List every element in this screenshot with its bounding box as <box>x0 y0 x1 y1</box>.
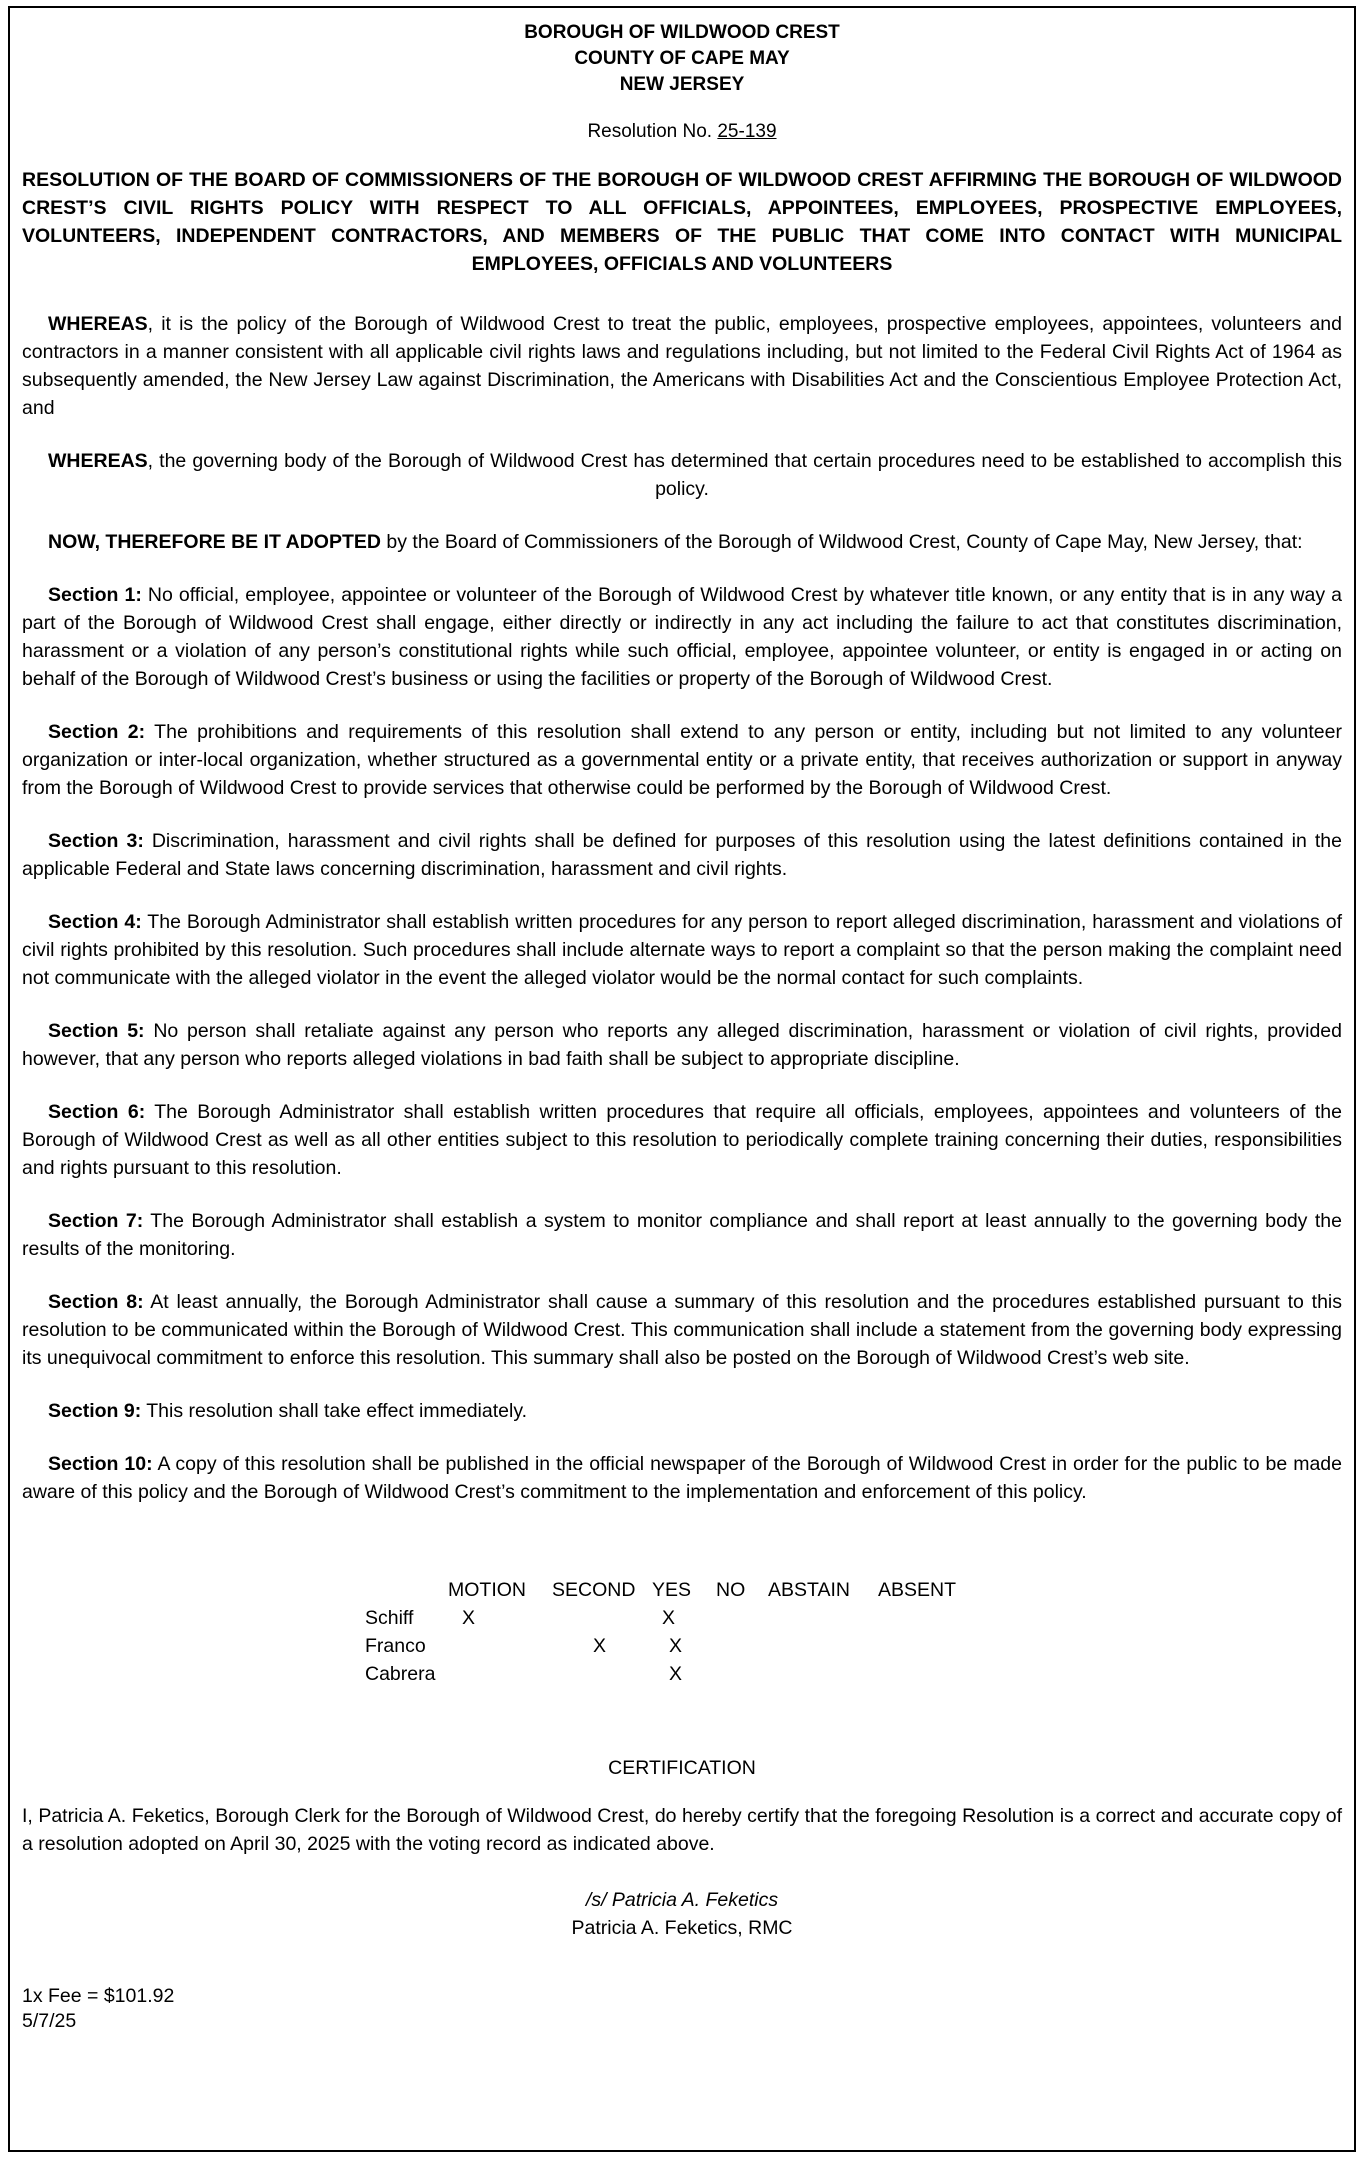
signature: /s/ Patricia A. Feketics <box>585 1889 779 1911</box>
certification-title: CERTIFICATION <box>608 1757 756 1779</box>
paragraph-section-3 <box>22 827 1342 883</box>
vote-header-abstain: ABSTAIN <box>768 1579 850 1601</box>
vote-row-name-franco: Franco <box>365 1635 426 1657</box>
borough-name: BOROUGH OF WILDWOOD CREST <box>524 22 840 43</box>
resolution-number-line <box>22 120 1342 144</box>
paragraph-lead: Section 2: <box>48 721 146 743</box>
vote-cabrera-yes: X <box>669 1663 683 1685</box>
paragraph-text: At least annually, the Borough Administrator shall cause a summary of this resolution and the procedures established pursuant to this resolution to be communicated within the Borough of Wildwood Crest. This communication shall include a statement from the governing body expressing its unequivocal commitment to enforce this resolution. This summary shall also be posted on the Borough of Wildwood Crest’s web site. <box>22 1291 1342 1369</box>
paragraph-lead: NOW, THEREFORE BE IT ADOPTED <box>48 531 381 553</box>
paragraph-section-10 <box>22 1450 1342 1506</box>
paragraph-text: The Borough Administrator shall establish a system to monitor compliance and shall report at least annually to the governing body the results of the monitoring. <box>22 1210 1342 1260</box>
paragraph-section-2 <box>22 718 1342 802</box>
paragraph-lead: Section 7: <box>48 1210 144 1232</box>
paragraph-lead: WHEREAS <box>48 450 148 472</box>
paragraph-text: A copy of this resolution shall be published in the official newspaper of the Borough of Wildwood Crest in order for the public to be made aware of this policy and the Borough of Wildwood Crest’s commitment to the implementation and enforcement of this policy. <box>22 1453 1342 1503</box>
vote-header-motion: MOTION <box>448 1579 526 1601</box>
vote-row-name-schiff: Schiff <box>365 1607 414 1629</box>
paragraph-lead: Section 10: <box>48 1453 153 1475</box>
paragraph-section-8 <box>22 1288 1342 1372</box>
paragraph-whereas-2 <box>22 447 1342 503</box>
paragraph-section-7 <box>22 1207 1342 1263</box>
publication-date: 5/7/25 <box>22 2010 77 2032</box>
paragraph-text: This resolution shall take effect immediately. <box>141 1400 528 1422</box>
paragraph-text: No official, employee, appointee or volunteer of the Borough of Wildwood Crest by whatever title known, or any entity that is in any way a part of the Borough of Wildwood Crest shall engage, either directly or indirectly in any act including the failure to act that constitutes discrimination, harassment or a violation of any person’s constitutional rights while such official, employee, appointee volunteer, or entity is engaged in or acting on behalf of the Borough of Wildwood Crest’s business or using the facilities or property of the Borough of Wildwood Crest. <box>22 584 1343 690</box>
vote-franco-second: X <box>593 1635 607 1657</box>
vote-header-no: NO <box>716 1579 746 1601</box>
paragraph-text: The Borough Administrator shall establish written procedures for any person to report alleged discrimination, harassment and violations of civil rights prohibited by this resolution. Such procedures shall include alternate ways to report a complaint so that the person making the complaint need not communicate with the alleged violator in the event the alleged violator would be the normal contact for such complaints. <box>22 911 1343 989</box>
voting-record-table <box>22 1576 1342 1696</box>
vote-schiff-motion: X <box>462 1607 476 1629</box>
paragraph-now-therefore <box>22 528 1342 556</box>
paragraph-text: , it is the policy of the Borough of Wildwood Crest to treat the public, employees, prospective employees, appointees, volunteers and contractors in a manner consistent with all applicable civil rights laws and regulations including, but not limited to the Federal Civil Rights Act of 1964 as subsequently amended, the New Jersey Law against Discrimination, the Americans with Disabilities Act and the Conscientious Employee Protection Act, and <box>22 313 1342 419</box>
certification-text: I, Patricia A. Feketics, Borough Clerk for the Borough of Wildwood Crest, do hereby certify that the foregoing Resolution is a correct and accurate copy of a resolution adopted on April 30, 2025 with the voting record as indicated above. <box>22 1805 1342 1855</box>
paragraph-section-9 <box>22 1397 1342 1425</box>
notice-content <box>22 8 1342 2034</box>
paragraph-section-5 <box>22 1017 1342 1073</box>
resolution-label: Resolution No. <box>587 121 718 142</box>
vote-schiff-yes: X <box>662 1607 676 1629</box>
paragraph-text: The prohibitions and requirements of this resolution shall extend to any person or entity, including but not limited to any volunteer organization or inter-local organization, whether structured as a governmental entity or a private entity, that receives authorization or support in anyway from the Borough of Wildwood Crest to provide services that otherwise could be performed by the Borough of Wildwood Crest. <box>22 721 1342 799</box>
legal-notice-page <box>8 6 1356 2152</box>
resolution-title: RESOLUTION OF THE BOARD OF COMMISSIONERS OF THE BOROUGH OF WILDWOOD CREST AFFIRMING THE BOROUGH OF WILDWOOD CREST’S CIVIL RIGHTS POLICY WITH RESPECT TO ALL OFFICIALS, APPOINTEES, EMPLOYEES, PROSPECTIVE EMPLOYEES, VOLUNTEERS, INDEPENDENT CONTRACTORS, AND MEMBERS OF THE PUBLIC THAT COME INTO CONTACT WITH MUNICIPAL EMPLOYEES, OFFICIALS AND VOLUNTEERS <box>22 169 1342 275</box>
signature-block <box>22 1886 1342 1942</box>
paragraph-text: , the governing body of the Borough of Wildwood Crest has determined that certain procedures need to be established to accomplish this policy. <box>147 450 1342 500</box>
county-name: COUNTY OF CAPE MAY <box>574 48 790 69</box>
paragraph-section-1 <box>22 581 1342 693</box>
vote-row-name-cabrera: Cabrera <box>365 1663 436 1685</box>
paragraph-text: by the Board of Commissioners of the Borough of Wildwood Crest, County of Cape May, New Jersey, that: <box>380 531 1303 553</box>
paragraph-text: No person shall retaliate against any person who reports any alleged discrimination, harassment or violation of civil rights, provided however, that any person who reports alleged violations in bad faith shall be subject to appropriate discipline. <box>22 1020 1342 1070</box>
paragraph-lead: Section 3: <box>48 830 144 852</box>
signer-name: Patricia A. Feketics, RMC <box>571 1917 793 1939</box>
paragraph-lead: Section 1: <box>48 584 142 606</box>
vote-header-yes: YES <box>652 1579 692 1601</box>
publication-footer <box>22 1984 1342 2034</box>
paragraph-lead: Section 8: <box>48 1291 144 1313</box>
paragraph-section-6 <box>22 1098 1342 1182</box>
publication-fee: 1x Fee = $101.92 <box>22 1985 175 2007</box>
paragraph-text: Discrimination, harassment and civil rights shall be defined for purposes of this resolution using the latest definitions contained in the applicable Federal and State laws concerning discrimination, harassment and civil rights. <box>22 830 1342 880</box>
paragraph-lead: Section 6: <box>48 1101 146 1123</box>
resolution-body <box>22 310 1342 1506</box>
paragraph-lead: WHEREAS <box>48 313 148 335</box>
paragraph-text: The Borough Administrator shall establish written procedures that require all officials, employees, appointees and volunteers of the Borough of Wildwood Crest as well as all other entities subject to this resolution to periodically complete training concerning their duties, responsibilities and rights pursuant to this resolution. <box>22 1101 1343 1179</box>
vote-header-absent: ABSENT <box>878 1579 957 1601</box>
paragraph-lead: Section 4: <box>48 911 142 933</box>
paragraph-lead: Section 5: <box>48 1020 145 1042</box>
document-header <box>22 20 1342 98</box>
paragraph-lead: Section 9: <box>48 1400 142 1422</box>
vote-header-second: SECOND <box>552 1579 636 1601</box>
paragraph-section-4 <box>22 908 1342 992</box>
state-name: NEW JERSEY <box>619 74 745 95</box>
vote-franco-yes: X <box>669 1635 683 1657</box>
paragraph-whereas-1 <box>22 310 1342 422</box>
resolution-number: 25-139 <box>717 121 777 142</box>
